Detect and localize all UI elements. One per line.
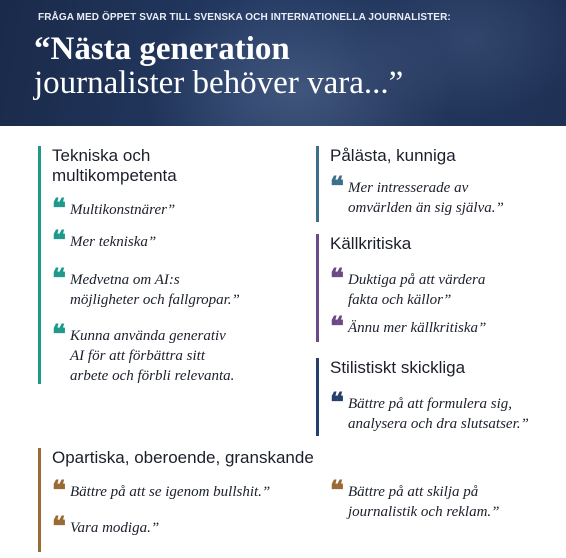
quote-text: Bättre på att skilja på journalistik och reklam.” (348, 484, 500, 520)
title-line-1: “Nästa generation (34, 31, 290, 67)
quote-tech-1 (52, 194, 176, 224)
quote-text: Duktiga på att värdera fakta och källor” (348, 272, 486, 308)
section-style-border (316, 358, 319, 436)
quote-read-1 (330, 172, 504, 218)
quote-neutral-1 (52, 476, 271, 506)
quote-mark-icon: ❝ (52, 264, 66, 294)
quote-text: Bättre på att se igenom bullshit.” (70, 484, 271, 500)
quote-mark-icon: ❝ (52, 512, 66, 542)
quote-text: Multikonstnärer” (70, 202, 176, 218)
section-read-title: Pålästa, kunniga (330, 146, 456, 165)
quote-neutral-2 (52, 512, 160, 542)
quote-mark-icon: ❝ (330, 172, 344, 202)
quote-text: Kunna använda generativ AI för att förbättra sitt arbete och förbli relevanta. (70, 328, 235, 384)
quote-text: Bättre på att formulera sig, analysera och dra slutsatser.” (348, 396, 529, 432)
quote-mark-icon: ❝ (52, 194, 66, 224)
section-style-title: Stilistiskt skickliga (330, 358, 466, 377)
quote-text: Mer intresserade av omvärlden än sig själva.” (348, 180, 504, 216)
quote-style-1 (330, 388, 529, 434)
title-line-2: journalister behöver vara...” (34, 65, 404, 101)
header-kicker: FRÅGA MED ÖPPET SVAR TILL SVENSKA OCH INTERNATIONELLA JOURNALISTER: (38, 12, 451, 23)
quote-mark-icon: ❝ (330, 388, 344, 418)
quote-text: Mer tekniska” (70, 234, 157, 250)
section-neutral-border (38, 448, 41, 552)
section-technical-border (38, 146, 41, 384)
section-neutral-title: Opartiska, oberoende, granskande (52, 448, 314, 467)
quote-text: Medvetna om AI:s möjligheter och fallgropar.” (70, 272, 240, 308)
page-title (34, 32, 403, 100)
quote-mark-icon: ❝ (52, 320, 66, 350)
quote-tech-3 (52, 264, 240, 310)
quote-neutral-3 (330, 476, 500, 522)
quote-text: Ännu mer källkritiska” (348, 320, 487, 336)
quote-text: Vara modiga.” (70, 520, 160, 536)
quote-mark-icon: ❝ (330, 476, 344, 506)
section-read-border (316, 146, 319, 222)
quote-mark-icon: ❝ (52, 476, 66, 506)
quote-tech-4 (52, 320, 235, 386)
quote-critical-2 (330, 312, 487, 342)
quote-critical-1 (330, 264, 486, 310)
quote-mark-icon: ❝ (330, 264, 344, 294)
quote-tech-2 (52, 226, 157, 256)
section-critical-title: Källkritiska (330, 234, 412, 253)
section-technical-title: Tekniska och multikompetenta (52, 146, 177, 185)
quote-mark-icon: ❝ (330, 312, 344, 342)
section-critical-border (316, 234, 319, 342)
quote-mark-icon: ❝ (52, 226, 66, 256)
header-banner (0, 0, 566, 126)
